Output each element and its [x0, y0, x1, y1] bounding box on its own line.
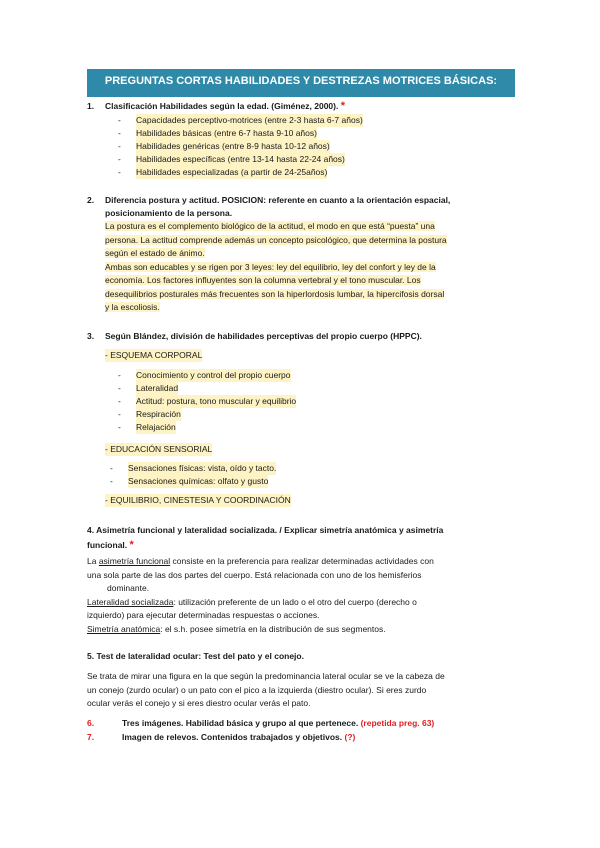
q2-number: 2.	[87, 195, 95, 205]
q7-text-main: Imagen de relevos. Contenidos trabajados y objetivos.	[122, 732, 343, 742]
q5-body	[87, 670, 445, 711]
q5-body-line: ocular verás el conejo y si eres diestro ocular verás el pato.	[87, 698, 311, 708]
q1-item: Habilidades genéricas (entre 8-9 hasta 10-12 años)	[136, 141, 330, 151]
q6-text-main: Tres imágenes. Habilidad básica y grupo al que pertenece.	[122, 718, 359, 728]
q3-section-sensorial: - EDUCACIÓN SENSORIAL	[105, 444, 213, 454]
q4-title-line2	[87, 539, 134, 552]
q1-bullet-icon: -	[118, 154, 121, 164]
q1-star-icon: *	[340, 100, 346, 112]
q3-bullet-icon: -	[118, 383, 121, 393]
q3-esquema-item: Lateralidad	[136, 383, 179, 393]
q7-number: 7.	[87, 732, 95, 742]
q4-star-icon: *	[129, 539, 134, 551]
q4-title-line2-text: funcional.	[87, 540, 128, 550]
q6-number: 6.	[87, 718, 95, 728]
q2-body-line: desequilibrios posturales más frecuentes son la hiperlordosis lumbar, la hipercifosis dorsal	[105, 288, 445, 299]
q6-text	[122, 717, 434, 730]
q1-item: Habilidades básicas (entre 6-7 hasta 9-10 años)	[136, 128, 317, 138]
q3-number: 3.	[87, 331, 95, 341]
q3-section-equilibrio: - EQUILIBRIO, CINESTESIA Y COORDINACIÓN	[105, 495, 291, 505]
q3-section-esquema: - ESQUEMA CORPORAL	[105, 350, 203, 360]
q1-item: Capacidades perceptivo-motrices (entre 2-3 hasta 6-7 años)	[136, 115, 363, 125]
q2-title-line1: Diferencia postura y actitud. POSICION: referente en cuanto a la orientación espacial,	[105, 195, 451, 205]
q4-body	[87, 555, 434, 636]
q2-body-line: economía. Los factores influyentes son la columna vertebral y el tono muscular. Los	[105, 275, 421, 285]
q5-body-line: un conejo (zurdo ocular) o un pato con el pico a la izquierda (diestro ocular). Si eres zurdo	[87, 684, 427, 695]
q3-bullet-icon: -	[118, 409, 121, 419]
q4-p1-term: asimetría funcional	[98, 556, 171, 566]
q2-body-line: y la escoliosis.	[105, 302, 160, 312]
q3-bullet-icon: -	[118, 422, 121, 432]
q5-title: 5. Test de lateralidad ocular: Test del pato y el conejo.	[87, 651, 304, 661]
q4-p2-term: Lateralidad socializada	[87, 596, 174, 607]
q3-esquema-item: Relajación	[136, 422, 176, 432]
q2-body	[105, 220, 447, 315]
q4-p1-line2: una sola parte de las dos partes del cuerpo. Está relacionada con uno de los hemisferios	[87, 569, 422, 580]
q1-bullet-icon: -	[118, 115, 121, 125]
q3-bullet-icon: -	[118, 370, 121, 380]
q1-bullet-icon: -	[118, 141, 121, 151]
q1-number: 1.	[87, 101, 95, 111]
q3-sensorial-item: Sensaciones químicas: olfato y gusto	[128, 476, 269, 486]
q1-item: Habilidades específicas (entre 13-14 hasta 22-24 años)	[136, 154, 345, 164]
q4-p1-line3: dominante.	[107, 583, 150, 593]
q3-sensorial-item: Sensaciones físicas: vista, oído y tacto.	[128, 463, 277, 473]
q4-p3-rest: : el s.h. posee simetría en la distribución de sus segmentos.	[160, 623, 386, 634]
q7-note: (?)	[344, 732, 356, 742]
q3-bullet-icon: -	[110, 463, 113, 473]
q3-title: Según Blández, división de habilidades perceptivas del propio cuerpo (HPPC).	[105, 331, 422, 341]
q3-bullet-icon: -	[118, 396, 121, 406]
q1-bullet-icon: -	[118, 167, 121, 177]
q2-body-line: según el estado de ánimo.	[105, 248, 205, 258]
q4-p2-line2: izquierdo) para ejecutar determinadas respuestas o acciones.	[87, 610, 320, 620]
q1-item: Habilidades especializadas (a partir de 24-25años)	[136, 167, 328, 177]
q1-title	[105, 100, 345, 113]
q3-esquema-item: Conocimiento y control del propio cuerpo	[136, 370, 291, 380]
q6-note: (repetida preg. 63)	[360, 718, 435, 728]
q4-p2-rest: : utilización preferente de un lado o el otro del cuerpo (derecho o	[173, 596, 417, 607]
q4-p1-rest: consiste en la preferencia para realizar determinadas actividades con	[170, 556, 434, 566]
q2-body-line: persona. La actitud comprende además un concepto psicológico, que determina la postura	[105, 234, 447, 245]
q4-title-line1: 4. Asimetría funcional y lateralidad socializada. / Explicar simetría anatómica y asimetría	[87, 525, 444, 535]
q4-p1-line1	[87, 555, 434, 569]
q3-bullet-icon: -	[110, 476, 113, 486]
page-title: PREGUNTAS CORTAS HABILIDADES Y DESTREZAS MOTRICES BÁSICAS:	[87, 69, 515, 97]
q7-text	[122, 731, 355, 744]
q2-body-line: Ambas son educables y se rigen por 3 leyes: ley del equilibrio, ley del confort y ley de la	[105, 261, 436, 272]
q4-p2-line1	[87, 596, 434, 610]
q1-title-text: Clasificación Habilidades según la edad. (Giménez, 2000).	[105, 101, 339, 111]
q1-bullet-icon: -	[118, 128, 121, 138]
q4-p3-term: Simetría anatómica	[87, 623, 161, 634]
q5-body-line: Se trata de mirar una figura en la que según la predominancia lateral ocular se ve la cabeza de	[87, 671, 445, 681]
q4-p1-lead: La	[87, 556, 99, 566]
q2-title-line2: posicionamiento de la persona.	[105, 208, 233, 218]
q2-body-line: La postura es el complemento biológico de la actitud, el modo en que está “puesta” una	[105, 221, 435, 231]
q4-p3-line	[87, 623, 434, 637]
q3-esquema-item: Respiración	[136, 409, 181, 419]
q3-esquema-item: Actitud: postura, tono muscular y equilibrio	[136, 396, 297, 406]
